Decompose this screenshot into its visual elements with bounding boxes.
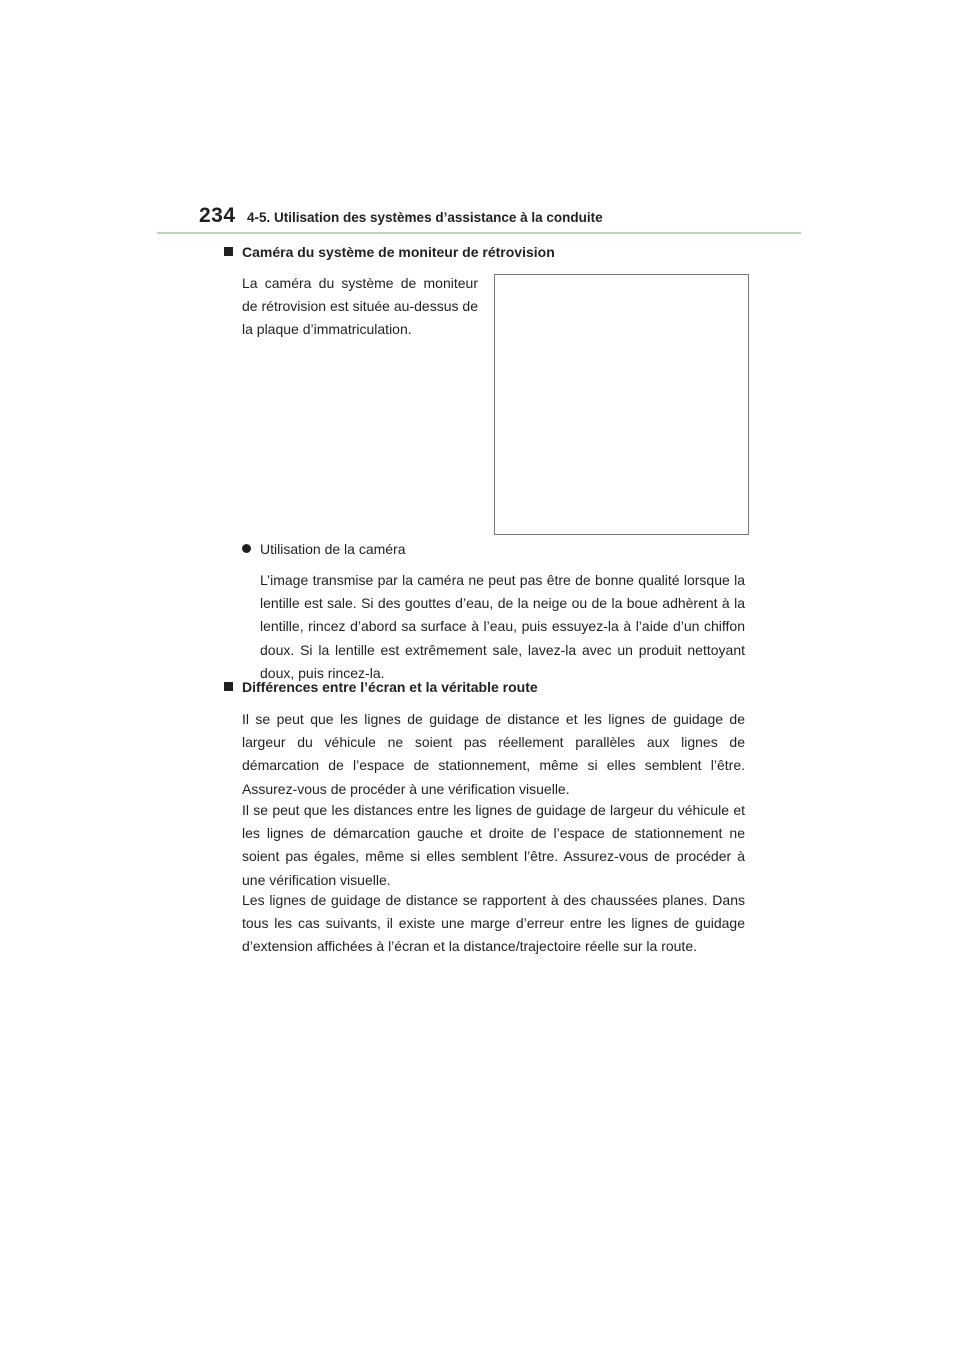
square-bullet-icon bbox=[224, 247, 233, 256]
heading-camera-text: Caméra du système de moniteur de rétrovision bbox=[242, 244, 555, 260]
heading-camera bbox=[224, 244, 555, 260]
heading-differences-text: Différences entre l’écran et la véritable route bbox=[242, 679, 538, 695]
differences-paragraph-2: Il se peut que les distances entre les lignes de guidage de largeur du véhicule et les lignes de démarcation gauche et droite de l’espace de stationnement ne soient pas égales, même si elles semblent l’être. Assurez-vous de procéder à une vérification visuelle. bbox=[242, 802, 745, 888]
section-title: 4-5. Utilisation des systèmes d’assistance à la conduite bbox=[247, 210, 603, 225]
heading-differences bbox=[224, 679, 538, 695]
page-number: 234 bbox=[199, 204, 236, 227]
differences-paragraph-1: Il se peut que les lignes de guidage de distance et les lignes de guidage de largeur du véhicule ne soient pas réellement parallèles aux lignes de démarcation de l’espace de stationnement, même si elles semblent l’être. Assurez-vous de procéder à une vérification visuelle. bbox=[242, 711, 745, 797]
camera-usage-text: L’image transmise par la caméra ne peut pas être de bonne qualité lorsque la lentille est sale. Si des gouttes d’eau, de la neige ou de la boue adhèrent à la lentille, rincez d’abord sa surface à l’eau, puis essuyez-la à l’aide d’un chiffon doux. Si la lentille est extrêmement sale, lavez-la avec un produit nettoyant doux, puis rincez-la. bbox=[260, 572, 745, 681]
camera-intro: La caméra du système de moniteur de rétrovision est située au-dessus de la plaque d’immatriculation. bbox=[242, 275, 478, 338]
round-bullet-icon bbox=[242, 544, 251, 553]
bullet-camera-usage bbox=[242, 538, 406, 561]
square-bullet-icon bbox=[224, 682, 233, 691]
differences-paragraph-3: Les lignes de guidage de distance se rapportent à des chaussées planes. Dans tous les cas suivants, il existe une marge d’erreur entre les lignes de guidage d’extension affichées à l’écran et la distance/trajectoire réelle sur la route. bbox=[242, 892, 745, 955]
camera-figure bbox=[494, 274, 749, 535]
header-rule bbox=[157, 232, 801, 234]
bullet-camera-usage-title: Utilisation de la caméra bbox=[260, 541, 406, 557]
